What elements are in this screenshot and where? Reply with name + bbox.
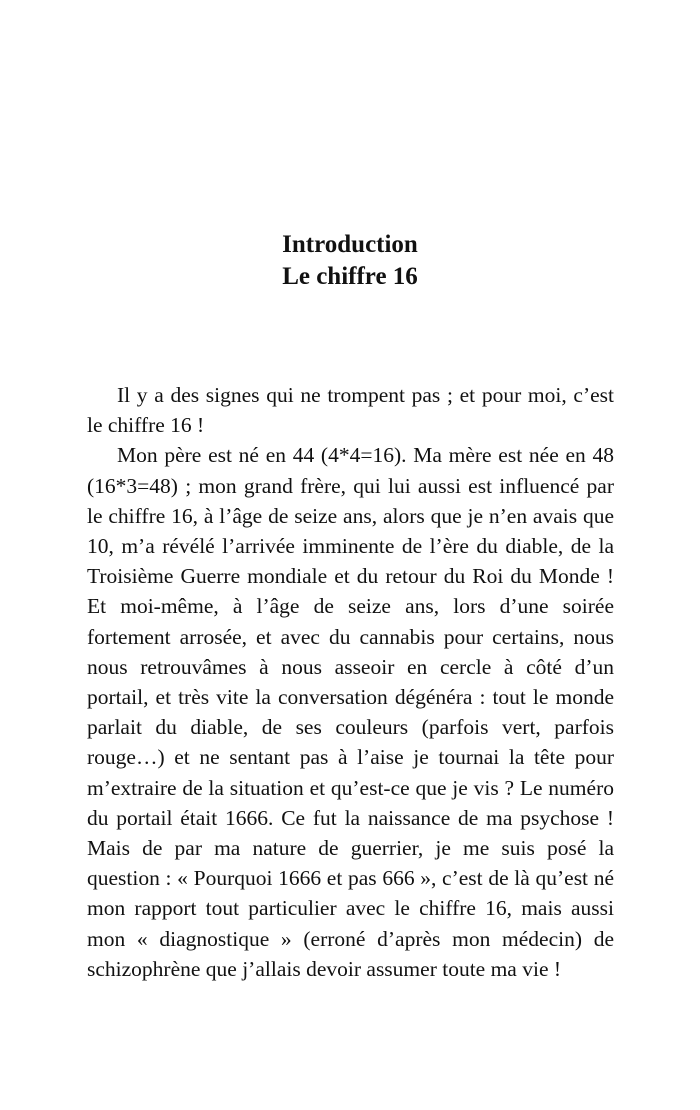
chapter-title-block (0, 229, 700, 293)
chapter-body (87, 380, 614, 984)
paragraph-1: Il y a des signes qui ne trompent pas ; et pour moi, c’est le chiffre 16 ! (87, 383, 614, 438)
chapter-subheading: Le chiffre 16 (282, 263, 418, 290)
paragraph-2: Mon père est né en 44 (4*4=16). Ma mère est née en 48 (16*3=48) ; mon grand frère, qui lui aussi est influencé par le chiffre 16, à l’âge de seize ans, alors que je n’en avais que 10, m’a révélé l’arrivée imminente de l’ère du diable, de la Troisième Guerre mondiale et du retour du Roi du Monde ! Et moi-même, à l’âge de seize ans, lors d’une soirée fortement arrosée, et avec du cannabis pour certains, nous nous retrouvâmes à nous asseoir en cercle à côté d’un portail, et très vite la conversation dégénéra : tout le monde parlait du diable, de ses couleurs (parfois vert, parfois rouge…) et ne sentant pas à l’aise je tournai la tête pour m’extraire de la situation et qu’est-ce que je vis ? Le numéro du portail était 1666. Ce fut la naissance de ma psychose ! Mais de par ma nature de guerrier, je me suis posé la question : « Pourquoi 1666 et pas 666 », c’est de là qu’est né mon rapport tout particulier avec le chiffre 16, mais aussi mon « diagnostique » (erroné d’après mon médecin) de schizophrène que j’allais devoir assumer toute ma vie ! (87, 443, 614, 981)
chapter-heading: Introduction (282, 231, 418, 258)
